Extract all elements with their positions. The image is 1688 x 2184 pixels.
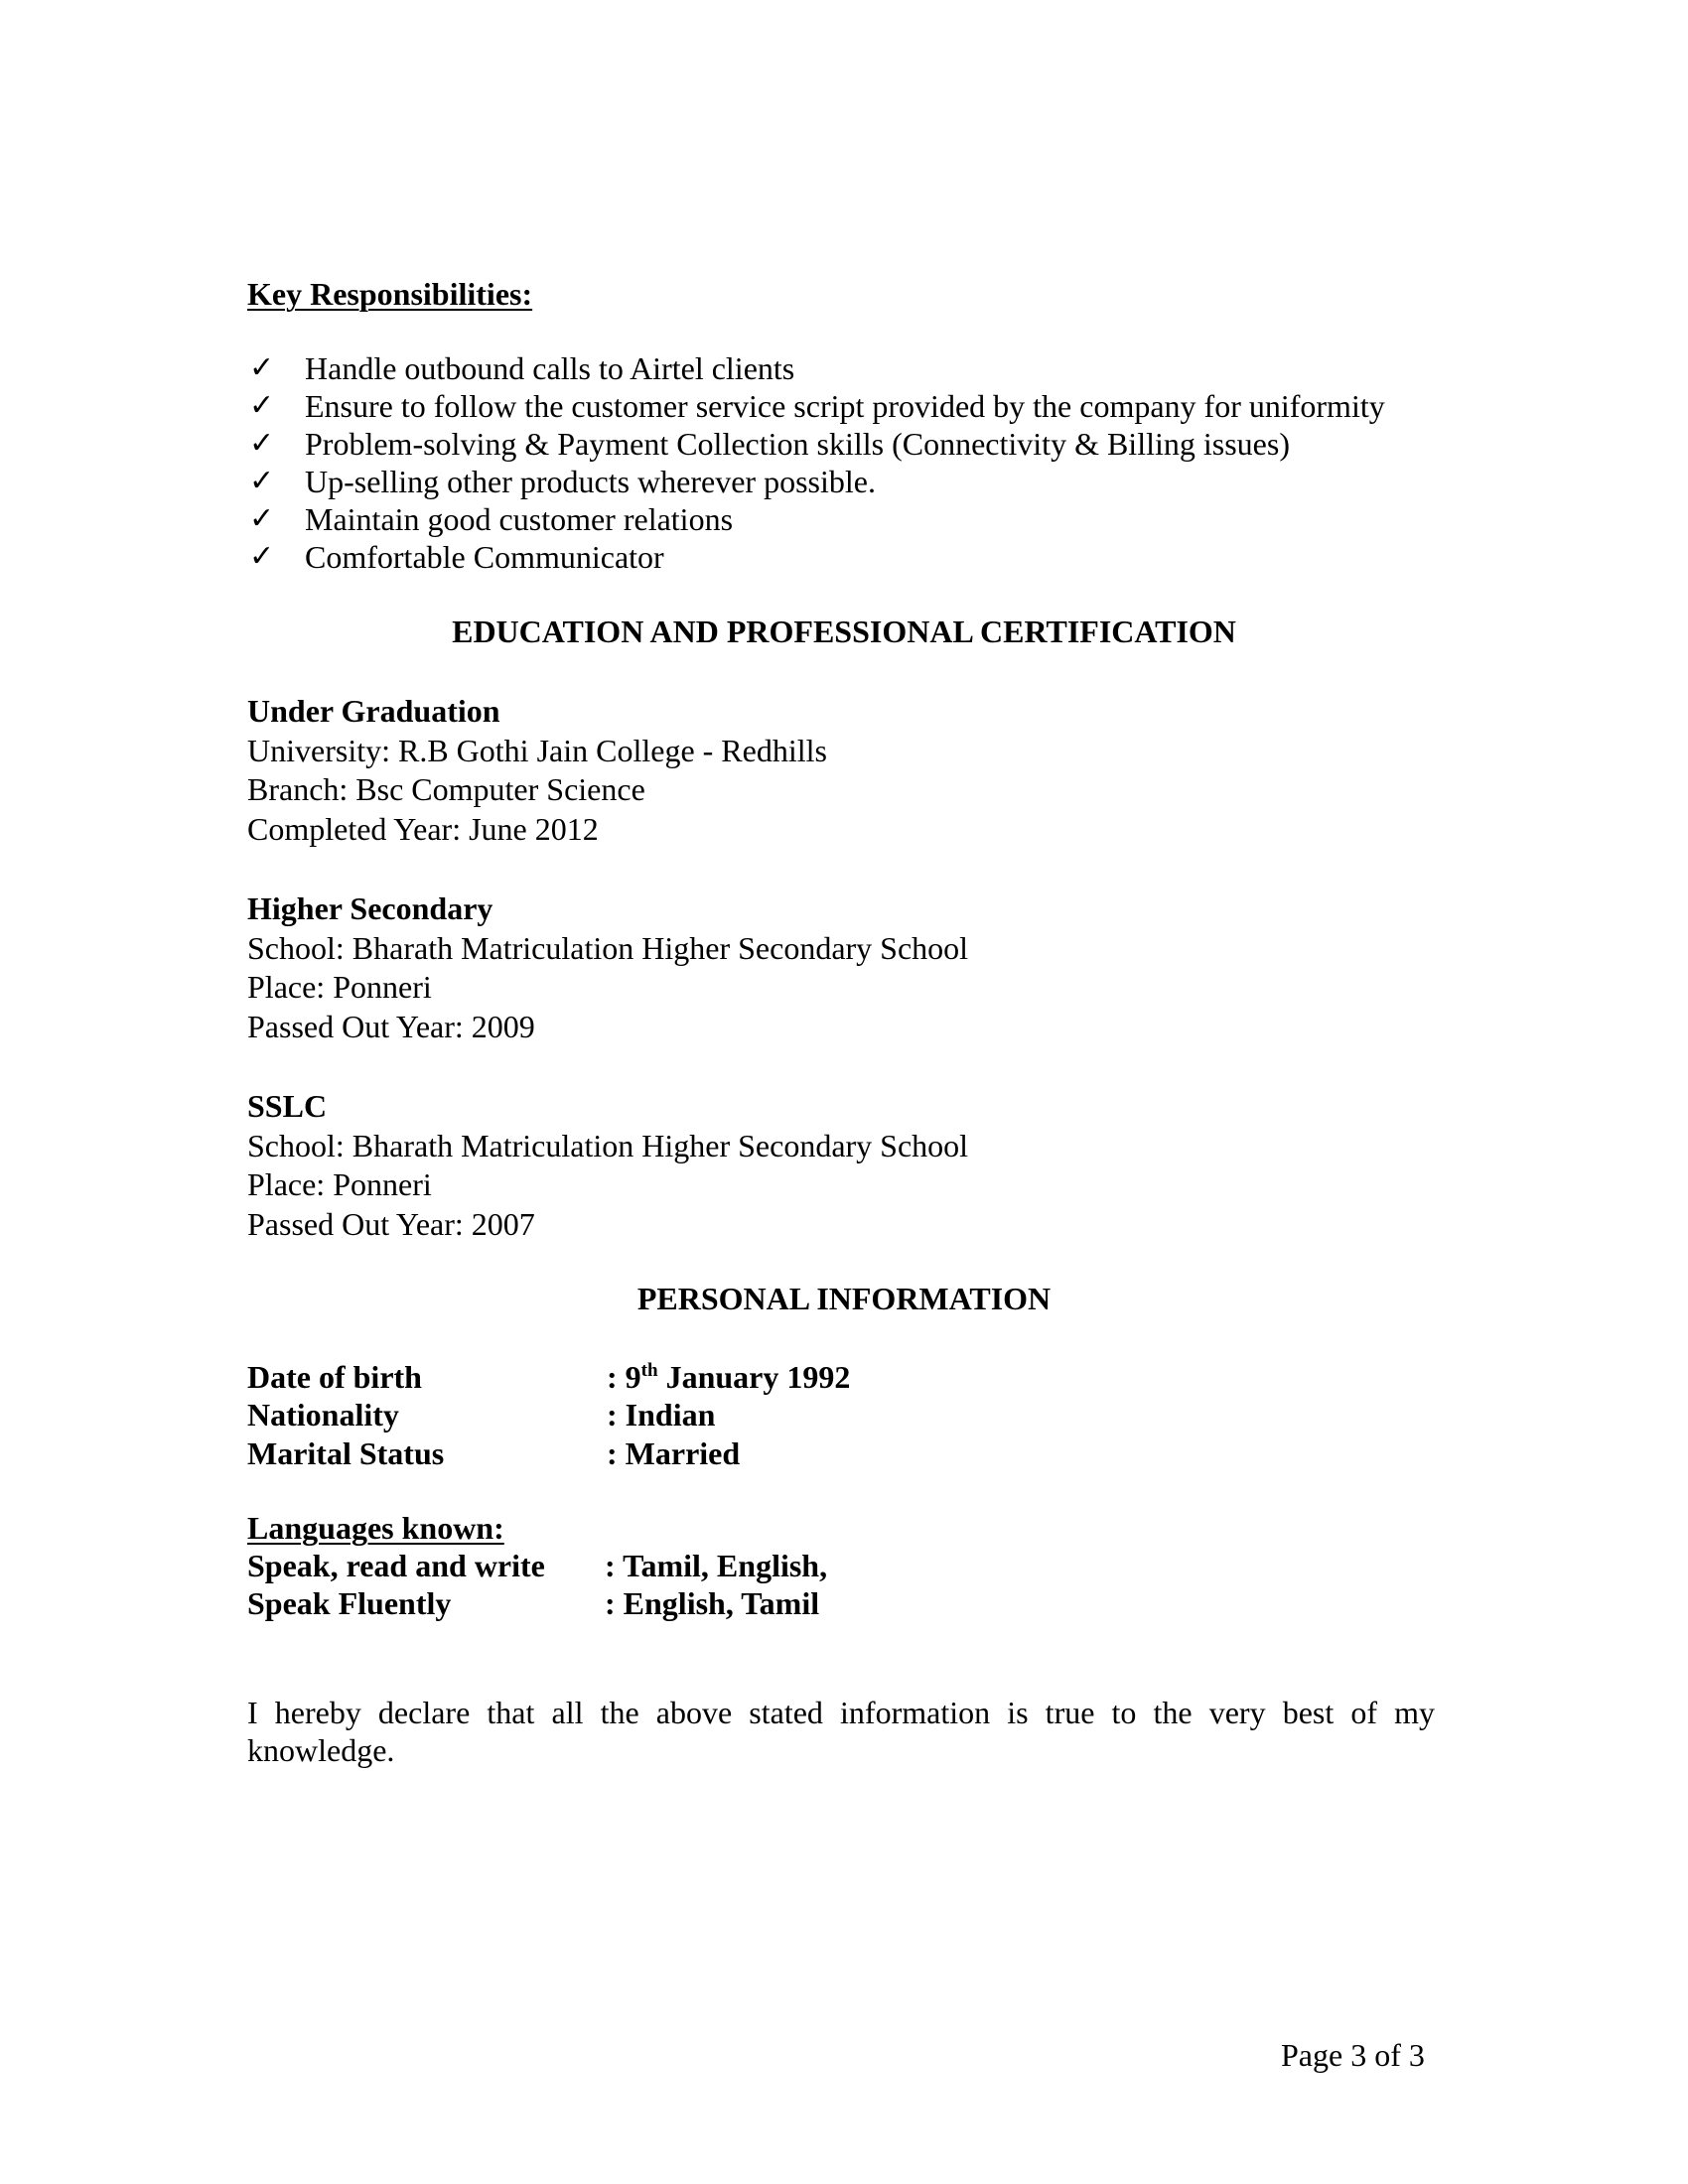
speak-read-write-value: : Tamil, English, (605, 1548, 828, 1583)
sslc-place: Place: Ponneri (247, 1166, 432, 1202)
nationality-label: Nationality (247, 1397, 399, 1433)
marital-status-label: Marital Status (247, 1435, 445, 1471)
nationality-value: : Indian (607, 1397, 716, 1433)
list-item: Maintain good customer relations (305, 501, 734, 537)
check-icon: ✓ (249, 539, 275, 574)
marital-status-value: : Married (607, 1435, 741, 1471)
higher-secondary-place: Place: Ponneri (247, 969, 432, 1005)
higher-secondary-title: Higher Secondary (247, 890, 493, 926)
under-graduation-year: Completed Year: June 2012 (247, 811, 599, 847)
check-icon: ✓ (249, 388, 275, 423)
list-item: Handle outbound calls to Airtel clients (305, 350, 795, 386)
check-icon: ✓ (249, 350, 275, 385)
dob-label: Date of birth (247, 1359, 422, 1395)
languages-heading: Languages known: (247, 1510, 504, 1546)
higher-secondary-year: Passed Out Year: 2009 (247, 1009, 535, 1044)
list-item: Ensure to follow the customer service script provided by the company for uniformity (305, 388, 1385, 424)
check-icon: ✓ (249, 426, 275, 461)
key-responsibilities-heading: Key Responsibilities: (247, 276, 533, 312)
check-icon: ✓ (249, 464, 275, 498)
under-graduation-branch: Branch: Bsc Computer Science (247, 771, 645, 807)
declaration-text: I hereby declare that all the above stated information is true to the very best of my knowledge. (247, 1695, 1435, 1768)
page-number: Page 3 of 3 (1281, 2037, 1425, 2073)
under-graduation-university: University: R.B Gothi Jain College - Redhills (247, 733, 827, 768)
under-graduation-title: Under Graduation (247, 693, 500, 729)
higher-secondary-school: School: Bharath Matriculation Higher Secondary School (247, 930, 969, 966)
list-item: Up-selling other products wherever possible. (305, 464, 876, 499)
list-item: Comfortable Communicator (305, 539, 664, 575)
speak-fluently-label: Speak Fluently (247, 1585, 452, 1621)
list-item: Problem-solving & Payment Collection skills (Connectivity & Billing issues) (305, 426, 1290, 462)
sslc-school: School: Bharath Matriculation Higher Secondary School (247, 1128, 969, 1163)
dob-value: : 9th January 1992 (607, 1359, 851, 1395)
personal-information-heading: PERSONAL INFORMATION (636, 1281, 1052, 1316)
sslc-title: SSLC (247, 1088, 328, 1124)
education-heading: EDUCATION AND PROFESSIONAL CERTIFICATION (452, 614, 1236, 649)
speak-read-write-label: Speak, read and write (247, 1548, 545, 1583)
speak-fluently-value: : English, Tamil (605, 1585, 820, 1621)
sslc-year: Passed Out Year: 2007 (247, 1206, 535, 1242)
check-icon: ✓ (249, 501, 275, 536)
